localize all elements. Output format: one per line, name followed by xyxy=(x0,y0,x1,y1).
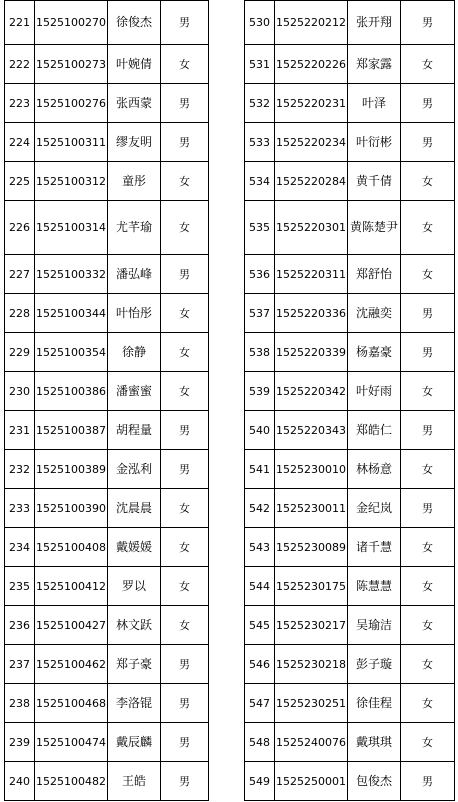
gender-cell: 女 xyxy=(401,255,455,294)
student-id-cell: 1525230218 xyxy=(275,645,348,684)
student-id-cell: 1525220343 xyxy=(275,411,348,450)
row-number-cell: 531 xyxy=(245,45,275,84)
row-number-cell: 539 xyxy=(245,372,275,411)
student-name-cell: 杨嘉豪 xyxy=(348,333,401,372)
row-number-cell: 548 xyxy=(245,723,275,762)
student-id-cell: 1525100354 xyxy=(35,333,108,372)
student-name-cell: 吴瑜洁 xyxy=(348,606,401,645)
student-name-cell: 黄千倩 xyxy=(348,162,401,201)
row-number-cell: 239 xyxy=(5,723,35,762)
table-row xyxy=(5,45,209,84)
gender-cell: 女 xyxy=(161,162,209,201)
row-number-cell: 530 xyxy=(245,1,275,45)
student-id-cell: 1525100270 xyxy=(35,1,108,45)
gender-cell: 女 xyxy=(161,333,209,372)
row-number-cell: 536 xyxy=(245,255,275,294)
student-id-cell: 1525100468 xyxy=(35,684,108,723)
table-row xyxy=(5,450,209,489)
gender-cell: 女 xyxy=(401,45,455,84)
table-row xyxy=(245,411,455,450)
table-row xyxy=(245,294,455,333)
table-row xyxy=(245,567,455,606)
table-row xyxy=(245,645,455,684)
student-name-cell: 黄陈楚尹 xyxy=(348,201,401,255)
student-name-cell: 徐佳程 xyxy=(348,684,401,723)
student-id-cell: 1525220284 xyxy=(275,162,348,201)
gender-cell: 女 xyxy=(401,450,455,489)
row-number-cell: 223 xyxy=(5,84,35,123)
student-id-cell: 1525100412 xyxy=(35,567,108,606)
table-row xyxy=(5,1,209,45)
student-id-cell: 1525100387 xyxy=(35,411,108,450)
table-row xyxy=(5,255,209,294)
student-id-cell: 1525250001 xyxy=(275,762,348,801)
gender-cell: 男 xyxy=(161,1,209,45)
gender-cell: 女 xyxy=(401,567,455,606)
row-number-cell: 227 xyxy=(5,255,35,294)
student-id-cell: 1525220226 xyxy=(275,45,348,84)
table-row xyxy=(245,372,455,411)
gender-cell: 女 xyxy=(401,162,455,201)
student-id-cell: 1525220234 xyxy=(275,123,348,162)
student-name-cell: 郑皓仁 xyxy=(348,411,401,450)
gender-cell: 女 xyxy=(161,294,209,333)
row-number-cell: 234 xyxy=(5,528,35,567)
row-number-cell: 231 xyxy=(5,411,35,450)
table-row xyxy=(5,201,209,255)
row-number-cell: 533 xyxy=(245,123,275,162)
student-id-cell: 1525100344 xyxy=(35,294,108,333)
student-name-cell: 叶泽 xyxy=(348,84,401,123)
student-id-cell: 1525230175 xyxy=(275,567,348,606)
gender-cell: 男 xyxy=(401,294,455,333)
gender-cell: 女 xyxy=(401,201,455,255)
table-row xyxy=(245,201,455,255)
gender-cell: 女 xyxy=(401,372,455,411)
student-name-cell: 陈慧慧 xyxy=(348,567,401,606)
student-name-cell: 包俊杰 xyxy=(348,762,401,801)
student-id-cell: 1525100312 xyxy=(35,162,108,201)
student-name-cell: 戴辰麟 xyxy=(108,723,161,762)
gender-cell: 女 xyxy=(161,372,209,411)
student-name-cell: 叶衍彬 xyxy=(348,123,401,162)
gender-cell: 男 xyxy=(161,723,209,762)
table-row xyxy=(245,528,455,567)
table-row xyxy=(245,162,455,201)
student-id-cell: 1525220342 xyxy=(275,372,348,411)
student-name-cell: 戴琪琪 xyxy=(348,723,401,762)
table-row xyxy=(245,45,455,84)
student-name-cell: 张开翔 xyxy=(348,1,401,45)
gender-cell: 男 xyxy=(161,411,209,450)
row-number-cell: 534 xyxy=(245,162,275,201)
row-number-cell: 237 xyxy=(5,645,35,684)
student-id-cell: 1525230010 xyxy=(275,450,348,489)
table-row xyxy=(245,1,455,45)
student-name-cell: 叶好雨 xyxy=(348,372,401,411)
gender-cell: 女 xyxy=(161,201,209,255)
student-id-cell: 1525220301 xyxy=(275,201,348,255)
student-name-cell: 李洛锟 xyxy=(108,684,161,723)
row-number-cell: 229 xyxy=(5,333,35,372)
student-name-cell: 林文跃 xyxy=(108,606,161,645)
student-name-cell: 潘蜜蜜 xyxy=(108,372,161,411)
gender-cell: 男 xyxy=(401,84,455,123)
student-id-cell: 1525220212 xyxy=(275,1,348,45)
gender-cell: 男 xyxy=(401,123,455,162)
student-name-cell: 沈晨晨 xyxy=(108,489,161,528)
row-number-cell: 233 xyxy=(5,489,35,528)
row-number-cell: 540 xyxy=(245,411,275,450)
row-number-cell: 228 xyxy=(5,294,35,333)
gender-cell: 女 xyxy=(161,567,209,606)
table-row xyxy=(5,411,209,450)
student-name-cell: 叶婉倩 xyxy=(108,45,161,84)
student-name-cell: 尤芊瑜 xyxy=(108,201,161,255)
student-id-cell: 1525230089 xyxy=(275,528,348,567)
student-id-cell: 1525100462 xyxy=(35,645,108,684)
gender-cell: 女 xyxy=(401,684,455,723)
row-number-cell: 549 xyxy=(245,762,275,801)
student-name-cell: 诸千慧 xyxy=(348,528,401,567)
student-id-cell: 1525100311 xyxy=(35,123,108,162)
table-row xyxy=(245,84,455,123)
student-name-cell: 徐俊杰 xyxy=(108,1,161,45)
table-row xyxy=(5,123,209,162)
table-row xyxy=(245,333,455,372)
row-number-cell: 538 xyxy=(245,333,275,372)
student-name-cell: 郑舒怡 xyxy=(348,255,401,294)
gender-cell: 男 xyxy=(161,123,209,162)
student-id-cell: 1525100474 xyxy=(35,723,108,762)
student-name-cell: 郑子豪 xyxy=(108,645,161,684)
student-name-cell: 郑家露 xyxy=(348,45,401,84)
table-row xyxy=(5,528,209,567)
table-row xyxy=(5,567,209,606)
student-name-cell: 戴媛媛 xyxy=(108,528,161,567)
student-name-cell: 张西蒙 xyxy=(108,84,161,123)
student-name-cell: 胡程量 xyxy=(108,411,161,450)
table-row xyxy=(245,255,455,294)
gender-cell: 男 xyxy=(401,489,455,528)
table-row xyxy=(5,645,209,684)
student-id-cell: 1525100427 xyxy=(35,606,108,645)
student-id-cell: 1525100408 xyxy=(35,528,108,567)
student-id-cell: 1525220311 xyxy=(275,255,348,294)
table-row xyxy=(5,333,209,372)
table-row xyxy=(5,684,209,723)
gender-cell: 女 xyxy=(401,606,455,645)
row-number-cell: 224 xyxy=(5,123,35,162)
table-row xyxy=(245,489,455,528)
gender-cell: 男 xyxy=(401,762,455,801)
gender-cell: 男 xyxy=(401,411,455,450)
table-row xyxy=(5,762,209,801)
student-id-cell: 1525220339 xyxy=(275,333,348,372)
student-id-cell: 1525100276 xyxy=(35,84,108,123)
gender-cell: 女 xyxy=(401,723,455,762)
gender-cell: 女 xyxy=(161,606,209,645)
table-row xyxy=(5,489,209,528)
student-name-cell: 潘弘峰 xyxy=(108,255,161,294)
row-number-cell: 235 xyxy=(5,567,35,606)
gender-cell: 男 xyxy=(161,255,209,294)
student-name-cell: 林杨意 xyxy=(348,450,401,489)
row-number-cell: 546 xyxy=(245,645,275,684)
student-id-cell: 1525230251 xyxy=(275,684,348,723)
table-row xyxy=(5,162,209,201)
gender-cell: 男 xyxy=(161,450,209,489)
table-row xyxy=(5,723,209,762)
table-row xyxy=(245,606,455,645)
table-row xyxy=(5,294,209,333)
row-number-cell: 544 xyxy=(245,567,275,606)
student-name-cell: 徐静 xyxy=(108,333,161,372)
row-number-cell: 537 xyxy=(245,294,275,333)
student-table-left xyxy=(4,0,209,801)
gender-cell: 男 xyxy=(161,684,209,723)
table-row xyxy=(245,723,455,762)
row-number-cell: 541 xyxy=(245,450,275,489)
row-number-cell: 221 xyxy=(5,1,35,45)
gender-cell: 男 xyxy=(161,84,209,123)
student-id-cell: 1525100314 xyxy=(35,201,108,255)
table-row xyxy=(5,606,209,645)
row-number-cell: 238 xyxy=(5,684,35,723)
gender-cell: 女 xyxy=(161,489,209,528)
table-row xyxy=(245,123,455,162)
row-number-cell: 547 xyxy=(245,684,275,723)
student-name-cell: 叶怡彤 xyxy=(108,294,161,333)
student-name-cell: 沈融奕 xyxy=(348,294,401,333)
student-name-cell: 缪友明 xyxy=(108,123,161,162)
student-id-cell: 1525230011 xyxy=(275,489,348,528)
student-id-cell: 1525100332 xyxy=(35,255,108,294)
student-name-cell: 王皓 xyxy=(108,762,161,801)
row-number-cell: 236 xyxy=(5,606,35,645)
row-number-cell: 226 xyxy=(5,201,35,255)
row-number-cell: 232 xyxy=(5,450,35,489)
gender-cell: 女 xyxy=(401,528,455,567)
row-number-cell: 535 xyxy=(245,201,275,255)
table-row xyxy=(5,84,209,123)
student-id-cell: 1525100389 xyxy=(35,450,108,489)
student-table-right xyxy=(244,0,455,801)
row-number-cell: 240 xyxy=(5,762,35,801)
gender-cell: 男 xyxy=(401,1,455,45)
gender-cell: 男 xyxy=(161,762,209,801)
table-row xyxy=(245,684,455,723)
gender-cell: 男 xyxy=(161,645,209,684)
table-row xyxy=(5,372,209,411)
row-number-cell: 543 xyxy=(245,528,275,567)
student-id-cell: 1525100386 xyxy=(35,372,108,411)
student-id-cell: 1525240076 xyxy=(275,723,348,762)
row-number-cell: 532 xyxy=(245,84,275,123)
gender-cell: 女 xyxy=(161,528,209,567)
student-id-cell: 1525100482 xyxy=(35,762,108,801)
student-id-cell: 1525220231 xyxy=(275,84,348,123)
row-number-cell: 222 xyxy=(5,45,35,84)
student-name-cell: 金纪岚 xyxy=(348,489,401,528)
row-number-cell: 542 xyxy=(245,489,275,528)
student-id-cell: 1525230217 xyxy=(275,606,348,645)
gender-cell: 女 xyxy=(401,645,455,684)
student-id-cell: 1525100273 xyxy=(35,45,108,84)
student-name-cell: 童彤 xyxy=(108,162,161,201)
gender-cell: 男 xyxy=(401,333,455,372)
student-name-cell: 金泓利 xyxy=(108,450,161,489)
row-number-cell: 230 xyxy=(5,372,35,411)
student-id-cell: 1525100390 xyxy=(35,489,108,528)
table-row xyxy=(245,450,455,489)
student-name-cell: 彭子璇 xyxy=(348,645,401,684)
student-id-cell: 1525220336 xyxy=(275,294,348,333)
student-name-cell: 罗以 xyxy=(108,567,161,606)
table-row xyxy=(245,762,455,801)
row-number-cell: 225 xyxy=(5,162,35,201)
gender-cell: 女 xyxy=(161,45,209,84)
row-number-cell: 545 xyxy=(245,606,275,645)
